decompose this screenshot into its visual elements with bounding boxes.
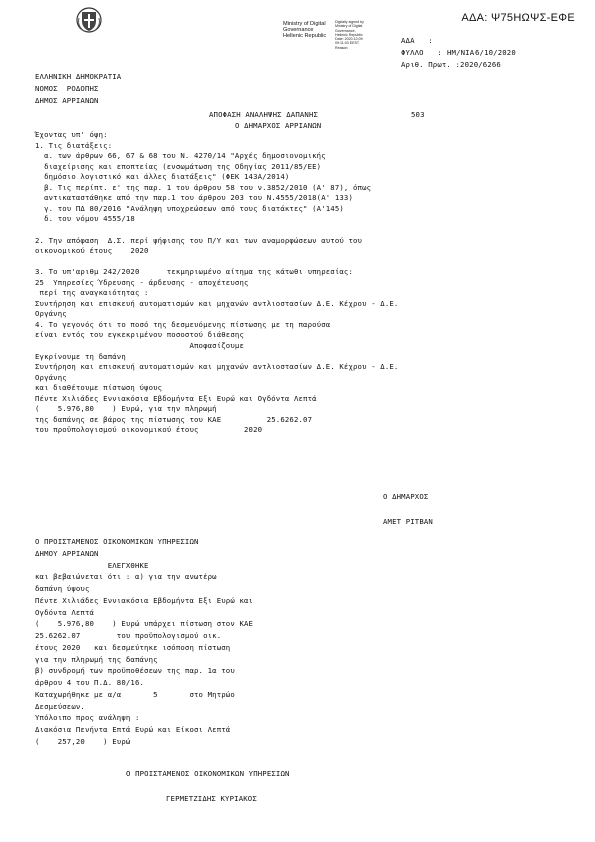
finance-head-title: Ο ΠΡΟΙΣΤΑΜΕΝΟΣ ΟΙΚΟΝΟΜΙΚΩΝ ΥΠΗΡΕΣΙΩΝ: [126, 769, 290, 778]
ada-code: ΑΔΑ: Ψ75ΗΩΨΣ-ΕΦΕ: [461, 12, 575, 24]
finance-line: άρθρου 4 του Π.Δ. 80/16.: [35, 678, 145, 687]
protocol-number: Αριθ. Πρωτ. :2020/6266: [401, 60, 501, 69]
signature-line: Digitally signed by: [335, 20, 364, 24]
finance-line: Υπόλοιπο προς ανάληψη :: [35, 713, 140, 723]
body-line: οικονομικού έτους 2020: [35, 246, 149, 256]
finance-line: Πέντε Χιλιάδες Εννιακόσια Εβδομήντα Εξι Ευρώ και: [35, 595, 254, 605]
body-line: αντικαταστάθηκε από την παρ.1 του άρθρου 203 του Ν.4555/2018(Α' 133): [35, 193, 354, 203]
mayor-name: ΑΜΕΤ ΡΙΤΒΑΝ: [383, 517, 433, 526]
signature-line: 09:11:03 EEST: [335, 41, 360, 46]
body-line: Οργάνης: [35, 309, 67, 319]
body-line: β. Τις περίπτ. ε' της παρ. 1 του άρθρου 58 του ν.3852/2010 (Α' 87), όπως: [35, 182, 372, 192]
body-line: δ. του νόμου 4555/18: [35, 214, 135, 224]
date-value: 6/10/2020: [475, 48, 516, 57]
signature-line: Ministry of Digital: [335, 24, 363, 29]
body-line: Έχοντας υπ' όψη:: [35, 130, 108, 139]
signature-line: Hellenic Republic: [335, 32, 363, 37]
body-line: δημόσιο λογιστικό και άλλες διατάξεις" (ΦΕΚ 143Α/2014): [35, 172, 290, 182]
ministry-line: Governance: [283, 27, 314, 33]
hellenic-republic-emblem-icon: [76, 6, 102, 34]
finance-line: ( 257,20 ) Ευρώ: [35, 736, 131, 746]
finance-line: 25.6262.07 του προϋπολογισμού οικ.: [35, 631, 222, 640]
finance-line: έτους 2020 και δεσμεύτηκε ισόποση πίστωση: [35, 642, 231, 652]
finance-head-name: ΓΕΡΜΕΤΖΙΔΗΣ ΚΥΡΙΑΚΟΣ: [166, 794, 257, 803]
org-line: ΔΗΜΟΣ ΑΡΡΙΑΝΩΝ: [35, 96, 99, 105]
body-line: γ. του ΠΔ 80/2016 "Ανάληψη υποχρεώσεων από τους διατάκτες" (Α'145): [35, 203, 344, 213]
body-line: Οργάνης: [35, 372, 67, 382]
org-line: ΕΛΛΗΝΙΚΗ ΔΗΜΟΚΡΑΤΙΑ: [35, 72, 122, 81]
body-line: 1. Τις διατάξεις:: [35, 140, 113, 150]
finance-line: ( 5.976,80 ) Ευρώ υπάρχει πίστωση στον ΚΑΕ: [35, 619, 254, 629]
body-line: Πέντε Χιλιάδες Εννιακόσια Εβδομήντα Εξι Ευρώ και Ογδόντα Λεπτά: [35, 393, 317, 403]
body-line: Αποφασίζουμε: [35, 341, 244, 350]
document-title: ΑΠΟΦΑΣΗ ΑΝΑΛΗΨΗΣ ΔΑΠΑΝΗΣ: [209, 110, 319, 119]
finance-line: Ογδόντα Λεπτά: [35, 607, 95, 617]
body-line: Συντήρηση και επισκευή αυτοματισμών και μηχανών αντλιοστασίων Δ.Ε. Κέχρου - Δ.Ε.: [35, 298, 399, 308]
ministry-line: Ministry of Digital: [283, 21, 326, 27]
org-line: ΝΟΜΟΣ ΡΟΔΟΠΗΣ: [35, 84, 99, 93]
ministry-line: Hellenic Republic: [283, 33, 327, 39]
ada-label: ΑΔΑ :: [401, 36, 433, 45]
document-subtitle: Ο ΔΗΜΑΡΧΟΣ ΑΡΡΙΑΝΩΝ: [235, 121, 322, 130]
body-line: 2. Την απόφαση Δ.Σ. περί ψήφισης του Π/Υ και των αναμορφώσεων αυτού του: [35, 235, 363, 245]
finance-line: ΔΗΜΟΥ ΑΡΡΙΑΝΩΝ: [35, 548, 99, 558]
body-line: Συντήρηση και επισκευή αυτοματισμών και μηχανών αντλιοστασίων Δ.Ε. Κέχρου - Δ.Ε.: [35, 362, 399, 372]
decision-number: 503: [411, 110, 425, 119]
finance-line: β) συνδρομή των προϋποθέσεων της παρ. 1α του: [35, 666, 235, 676]
body-line: και διαθέτουμε πίστωση ύψους: [35, 383, 163, 393]
finance-line: για την πληρωμή της δαπάνης: [35, 654, 158, 664]
date-label: ΗΜ/ΝΙΑ: [447, 48, 475, 57]
body-line: ( 5.976,80 ) Ευρώ, για την πληρωμή: [35, 404, 217, 414]
body-line: είναι εντός του εγκεκριμένου ποσοστού διάθεσης: [35, 330, 244, 340]
body-line: του προϋπολογισμού οικονομικού έτους 2020: [35, 425, 263, 435]
finance-line: Καταχωρήθηκε με α/α 5 στο Μητρώο: [35, 689, 235, 699]
finance-line: Διακόσια Πενήντα Επτά Ευρώ και Είκοσι Λεπτά: [35, 725, 231, 734]
signature-line: Date: 2020.10.09: [335, 37, 363, 42]
digital-signature-block: [335, 20, 390, 50]
finance-line: δαπάνη ύψους: [35, 584, 90, 593]
body-line: 3. Το υπ'αριθμ 242/2020 τεκμηριωμένο αίτημα της κάτωθι υπηρεσίας:: [35, 267, 354, 277]
body-line: διαχείρισης και εποπτείας (ενσωμάτωση της Οδηγίας 2011/85/ΕΕ): [35, 161, 322, 171]
finance-line: Ο ΠΡΟΙΣΤΑΜΕΝΟΣ ΟΙΚΟΝΟΜΙΚΩΝ ΥΠΗΡΕΣΙΩΝ: [35, 537, 199, 546]
signature-line: Governance,: [335, 28, 356, 33]
body-line: α. των άρθρων 66, 67 & 68 του Ν. 4270/14 "Αρχές δημοσιονομικής: [35, 151, 326, 161]
mayor-title: Ο ΔΗΜΑΡΧΟΣ: [383, 492, 429, 501]
ministry-label: [283, 21, 326, 39]
signature-line: Reason:: [335, 45, 349, 50]
body-line: της δαπάνης σε βάρος της πίστωσης του ΚΑΕ 25.6262.07: [35, 414, 313, 424]
finance-line: και βεβαιώνεται ότι : α) για την ανωτέρω: [35, 572, 217, 582]
body-line: 25 Υπηρεσίες Ύδρευσης - άρδευσης - αποχέτευσης: [35, 277, 249, 287]
fyllo-label: ΦΥΛΛΟ :: [401, 48, 442, 57]
finance-line: Δεσμεύσεων.: [35, 701, 85, 711]
body-line: 4. Το γεγονός ότι το ποσό της δεσμευόμενης πίστωσης με τη παρούσα: [35, 319, 331, 329]
body-line: περί της αναγκαιότητας :: [35, 288, 149, 298]
finance-line: ΕΛΕΓΧΘΗΚΕ: [35, 560, 149, 570]
body-line: Εγκρίνουμε τη δαπάνη: [35, 351, 126, 361]
